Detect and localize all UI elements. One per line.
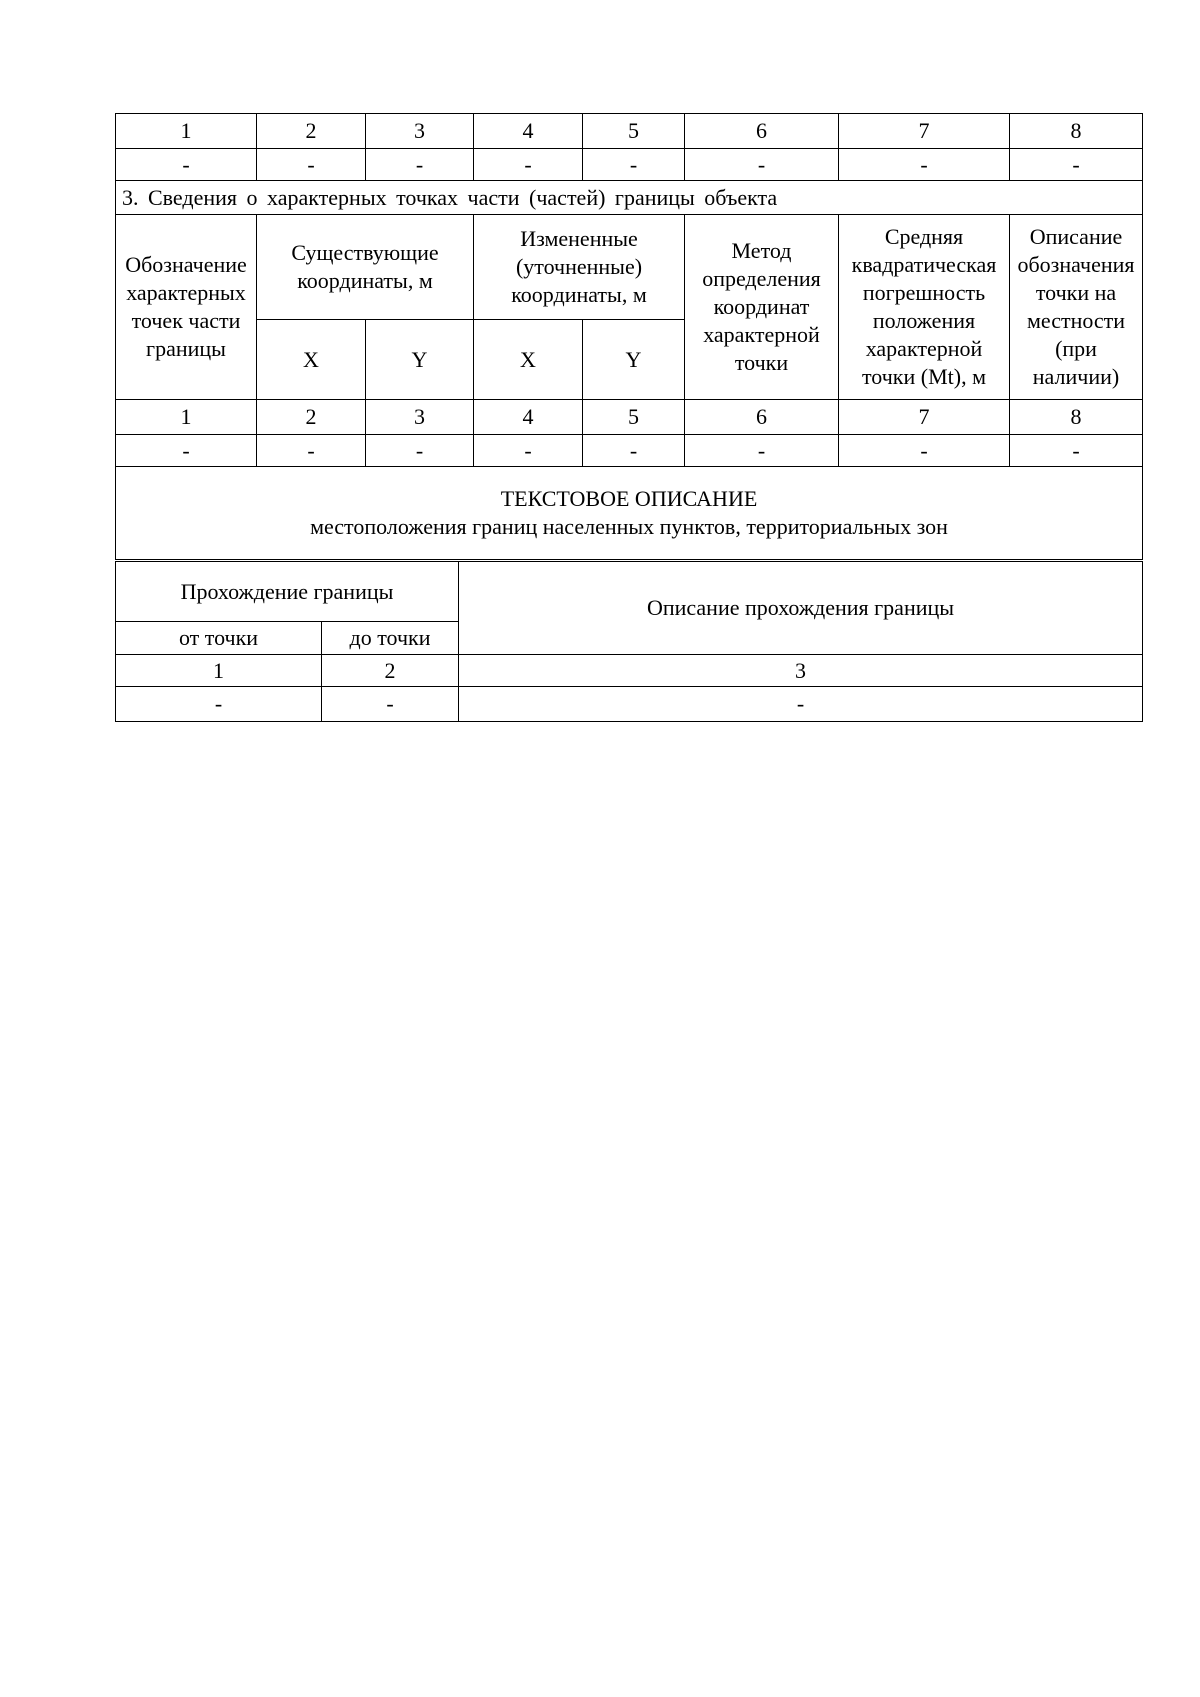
header-error <box>839 215 1010 400</box>
header-line: (уточненные) <box>515 254 643 279</box>
text-description-subtitle: местоположения границ населенных пунктов, территориальных зон <box>310 514 948 539</box>
header-line: точки <box>734 350 789 375</box>
text-description-block <box>116 467 1143 560</box>
dash-cell: - <box>474 149 583 181</box>
dash-cell: - <box>366 435 474 467</box>
header-x-existing: X <box>257 320 366 400</box>
col-num-cell: 1 <box>116 114 257 149</box>
col-num-cell: 8 <box>1010 400 1143 435</box>
header-line: Обозначение <box>125 252 247 277</box>
dash-cell: - <box>257 149 366 181</box>
header-y-changed: Y <box>583 320 685 400</box>
header-existing-coords <box>257 215 474 320</box>
empty-data-row <box>116 687 1143 722</box>
col-num-cell: 1 <box>116 655 322 687</box>
dash-cell: - <box>583 149 685 181</box>
col-num-cell: 5 <box>583 114 685 149</box>
header-line: характерных <box>126 280 246 305</box>
dash-cell: - <box>366 149 474 181</box>
header-line: квадратическая <box>851 252 997 277</box>
header-line: координаты, м <box>511 282 647 307</box>
col-num-cell: 8 <box>1010 114 1143 149</box>
text-description-title: ТЕКСТОВОЕ ОПИСАНИЕ <box>500 486 758 511</box>
header-line: границы <box>146 336 226 361</box>
empty-data-row <box>116 149 1143 181</box>
boundary-passage-table <box>115 561 1143 722</box>
header-row <box>116 215 1143 320</box>
header-line: Измененные <box>520 226 638 251</box>
header-line: погрешность <box>862 280 986 305</box>
header-line: определения <box>702 266 821 291</box>
passage-header-row <box>116 562 1143 622</box>
column-number-row <box>116 655 1143 687</box>
section-title-row <box>116 181 1143 215</box>
header-line: характерной <box>865 336 983 361</box>
header-line: (при <box>1055 336 1097 361</box>
col-num-cell: 2 <box>322 655 459 687</box>
col-num-cell: 6 <box>685 400 839 435</box>
header-changed-coords <box>474 215 685 320</box>
header-line: точки на <box>1035 280 1117 305</box>
col-num-cell: 3 <box>366 400 474 435</box>
dash-cell: - <box>116 687 322 722</box>
dash-cell: - <box>257 435 366 467</box>
header-x-changed: X <box>474 320 583 400</box>
dash-cell: - <box>685 149 839 181</box>
dash-cell: - <box>685 435 839 467</box>
col-num-cell: 1 <box>116 400 257 435</box>
dash-cell: - <box>583 435 685 467</box>
col-num-cell: 4 <box>474 400 583 435</box>
header-line: обозначения <box>1017 252 1135 277</box>
header-from-point: от точки <box>116 622 322 655</box>
col-num-cell: 5 <box>583 400 685 435</box>
characteristic-points-table <box>115 113 1143 560</box>
col-num-cell: 7 <box>839 114 1010 149</box>
header-line: точки (Mt), м <box>861 364 987 389</box>
dash-cell: - <box>839 149 1010 181</box>
header-to-point: до точки <box>322 622 459 655</box>
dash-cell: - <box>1010 149 1143 181</box>
empty-data-row <box>116 435 1143 467</box>
header-line: точек части <box>131 308 241 333</box>
col-num-cell: 3 <box>459 655 1143 687</box>
dash-cell: - <box>474 435 583 467</box>
header-passage: Прохождение границы <box>116 562 459 622</box>
header-line: Существующие <box>291 240 439 265</box>
header-method <box>685 215 839 400</box>
section-title: 3. Сведения о характерных точках части (частей) границы объекта <box>116 181 1143 215</box>
dash-cell: - <box>116 435 257 467</box>
header-line: местности <box>1026 308 1126 333</box>
dash-cell: - <box>116 149 257 181</box>
dash-cell: - <box>322 687 459 722</box>
header-line: наличии) <box>1032 364 1120 389</box>
header-designation <box>116 215 257 400</box>
header-line: Описание <box>1029 224 1123 249</box>
header-line: Метод <box>731 238 792 263</box>
col-num-cell: 7 <box>839 400 1010 435</box>
header-line: координаты, м <box>297 268 433 293</box>
dash-cell: - <box>839 435 1010 467</box>
header-line: характерной <box>703 322 820 347</box>
text-description-row <box>116 467 1143 560</box>
col-num-cell: 2 <box>257 400 366 435</box>
header-y-existing: Y <box>366 320 474 400</box>
col-num-cell: 6 <box>685 114 839 149</box>
header-line: положения <box>872 308 976 333</box>
header-passage-description: Описание прохождения границы <box>459 562 1143 655</box>
col-num-cell: 3 <box>366 114 474 149</box>
header-line: Средняя <box>884 224 964 249</box>
dash-cell: - <box>1010 435 1143 467</box>
col-num-cell: 4 <box>474 114 583 149</box>
header-line: координат <box>713 294 810 319</box>
column-number-row <box>116 400 1143 435</box>
col-num-cell: 2 <box>257 114 366 149</box>
dash-cell: - <box>459 687 1143 722</box>
column-number-row <box>116 114 1143 149</box>
header-description <box>1010 215 1143 400</box>
